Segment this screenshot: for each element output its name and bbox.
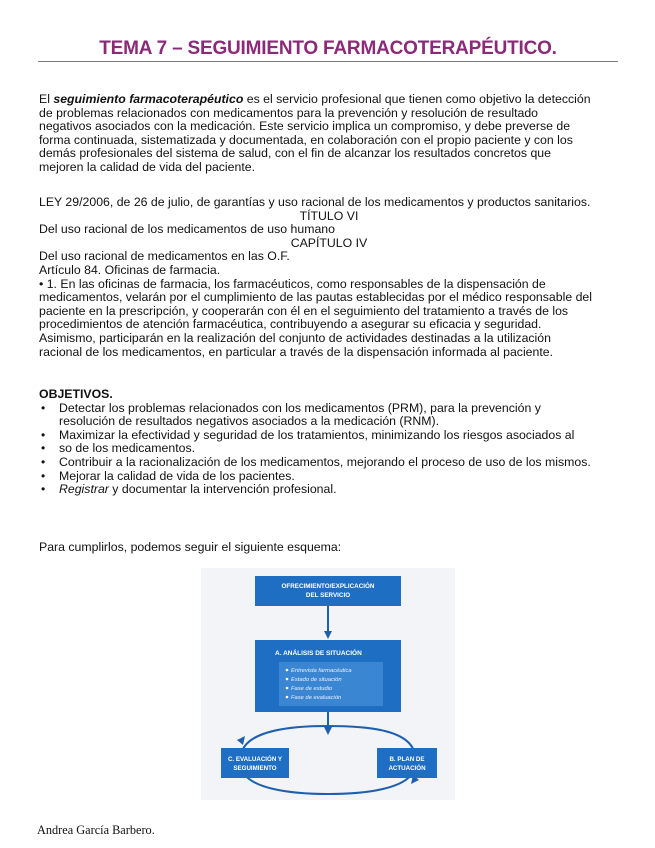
list-item (39, 402, 619, 429)
objectives-heading: OBJETIVOS. (39, 387, 113, 401)
analysis-step: Estado de situación (291, 677, 342, 683)
capitulo-heading: CAPÍTULO IV (290, 235, 368, 250)
author-footer: Andrea García Barbero. (37, 823, 155, 837)
list-item (39, 429, 619, 443)
box-service-offer-text-2: DEL SERVICIO (305, 592, 351, 599)
objectives-section (39, 388, 619, 497)
analysis-step: Fase de estudio (291, 686, 333, 692)
intro-line: demás profesionales del sistema de salud, con el fin de alcanzar los resultados concretos que (39, 146, 551, 161)
objectives-list (39, 402, 619, 497)
capitulo-description: Del uso racional de medicamentos en las O.F. (39, 249, 290, 264)
intro-line: negativos asociados con la medicación. Este servicio implica un compromiso, y debe preverse de (39, 119, 571, 134)
intro-paragraph (39, 93, 619, 175)
list-item (39, 470, 619, 484)
box-situation-analysis-title: A. ANÁLISIS DE SITUACIÓN (275, 650, 362, 657)
page-title: TEMA 7 – SEGUIMIENTO FARMACOTERAPÉUTICO. (99, 38, 557, 59)
box-evaluation-followup-text-1: C. EVALUACIÓN Y (227, 756, 283, 763)
law-text-line: medicamentos, velarán por el cumplimiento de las pautas establecidas por el médico responsable del (39, 290, 592, 305)
intro-line: forma continuada, sistematizada y documentada, en colaboración con el propio paciente y con los (39, 132, 573, 147)
articulo-heading: Artículo 84. Oficinas de farmacia. (39, 262, 221, 277)
intro-prefix: El (39, 92, 54, 106)
law-text-line: • 1. En las oficinas de farmacia, los farmacéuticos, como responsables de la dispensación de (39, 276, 546, 291)
list-item-line: • Mejorar la calidad de vida de los pacientes. (59, 468, 295, 483)
intro-line-1-rest: es el servicio profesional que tienen como objetivo la detección (243, 92, 591, 106)
intro-line: de problemas relacionados con medicamentos para la prevención y resolución de resultado (39, 105, 538, 120)
list-item-line: • so de los medicamentos. (59, 441, 196, 456)
list-item (39, 456, 619, 470)
bullet-icon (286, 687, 289, 690)
bullet-icon (286, 696, 289, 699)
box-service-offer (255, 576, 401, 606)
diagram-intro: Para cumplirlos, podemos seguir el siguiente esquema: (39, 540, 342, 554)
diagram-svg (201, 568, 455, 800)
pharmacotherapy-diagram (201, 568, 455, 800)
intro-term: seguimiento farmacoterapéutico (53, 92, 244, 106)
law-text-line: paciente en la prescripción, y cooperarán con él en el seguimiento del tratamiento a través de los (39, 303, 569, 318)
list-item-line: • Contribuir a la racionalización de los medicamentos, mejorando el proceso de uso de los mismos. (59, 454, 591, 469)
titulo-heading: TÍTULO VI (299, 208, 359, 223)
intro-line-1 (39, 93, 619, 107)
box-action-plan (377, 748, 437, 778)
bullet-icon (286, 678, 289, 681)
list-item (39, 442, 619, 456)
box-service-offer-text-1: OFRECIMIENTO/EXPLICACIÓN (281, 583, 375, 590)
list-item-line: resolución de resultados negativos asociados a la medicación (RNM). (59, 414, 440, 429)
box-evaluation-followup (221, 748, 289, 778)
list-item-line: • Detectar los problemas relacionados con los medicamentos (PRM), para la prevención y (59, 400, 541, 415)
analysis-step: Fase de evaluación (291, 695, 342, 701)
box-action-plan-text-2: ACTUACIÓN (388, 765, 426, 772)
analysis-step: Entrevista farmacéutica (291, 668, 352, 674)
law-text-line: procedimientos de atención farmacéutica, contribuyendo a asegurar su eficacia y seguridad. (39, 317, 542, 332)
list-item-line: y documentar la intervención profesional. (108, 482, 337, 497)
law-text-line: Asimismo, participarán en la realización del conjunto de actividades destinadas a la utilización (39, 330, 551, 345)
cycle-arrowhead-icon (237, 736, 245, 745)
box-action-plan-text-1: B. PLAN DE (389, 756, 425, 763)
box-evaluation-followup-text-2: SEGUIMIENTO (233, 765, 277, 772)
bullet-icon (286, 669, 289, 672)
title-underline (38, 61, 618, 62)
list-item-line: • Maximizar la efectividad y seguridad de los tratamientos, minimizando los riesgos asociados al (59, 427, 575, 442)
list-item-italic: Registrar (59, 482, 109, 497)
list-item (39, 483, 619, 497)
law-text-line: racional de los medicamentos, en particular a través de la dispensación informada al paciente. (39, 344, 554, 359)
intro-line: mejoren la calidad de vida del paciente. (39, 159, 256, 174)
titulo-description: Del uso racional de los medicamentos de uso humano (39, 222, 335, 237)
law-title: LEY 29/2006, de 26 de julio, de garantías y uso racional de los medicamentos y productos sanitarios. (39, 195, 591, 209)
law-section (39, 196, 619, 359)
